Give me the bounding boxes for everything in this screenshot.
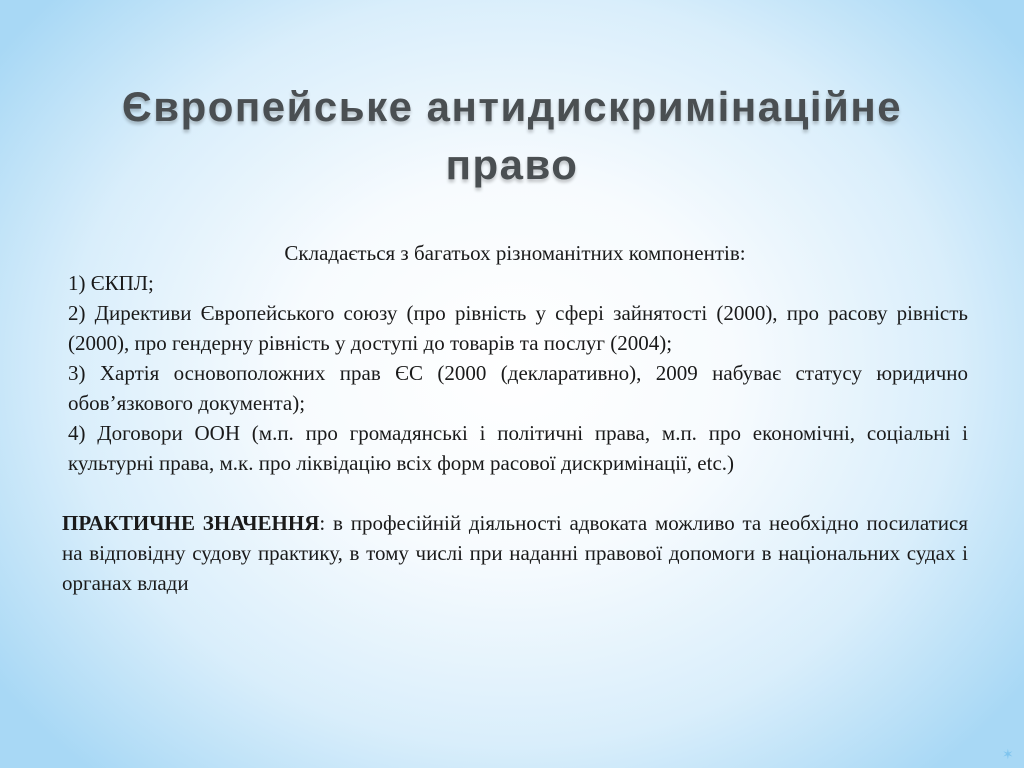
intro-text: Складається з багатьох різноманітних компонентів: bbox=[284, 241, 746, 265]
paragraph-spacer bbox=[62, 478, 968, 508]
practical-text: : в професійній діяльності адвоката можливо та необхідно посилатися на відповідну судову практику, в тому числі при наданні правової допомоги в національних судах і органах влади bbox=[62, 511, 968, 595]
star-icon: ✶ bbox=[1002, 747, 1014, 763]
slide-title bbox=[90, 78, 934, 194]
practical-label: ПРАКТИЧНЕ ЗНАЧЕННЯ bbox=[62, 511, 320, 535]
slide-title-line-2: право bbox=[445, 141, 579, 188]
slide-title-line-1: Європейське антидискримінаційне bbox=[121, 83, 903, 130]
list-item-3: 3) Хартія основоположних прав ЄС (2000 (декларативно), 2009 набуває статусу юридично обов’язкового документа); bbox=[68, 361, 968, 415]
slide-body bbox=[62, 238, 968, 598]
list-item-1: 1) ЄКПЛ; bbox=[68, 271, 154, 295]
practical-paragraph bbox=[62, 508, 968, 598]
list-item-4: 4) Договори ООН (м.п. про громадянські і політичні права, м.п. про економічні, соціальні і культурні права, м.к. про ліквідацію всіх форм расової дискримінації, etc.) bbox=[68, 421, 968, 475]
list-item-2: 2) Директиви Європейського союзу (про рівність у сфері зайнятості (2000), про расову рівність (2000), про гендерну рівність у доступі до товарів та послуг (2004); bbox=[68, 301, 968, 355]
